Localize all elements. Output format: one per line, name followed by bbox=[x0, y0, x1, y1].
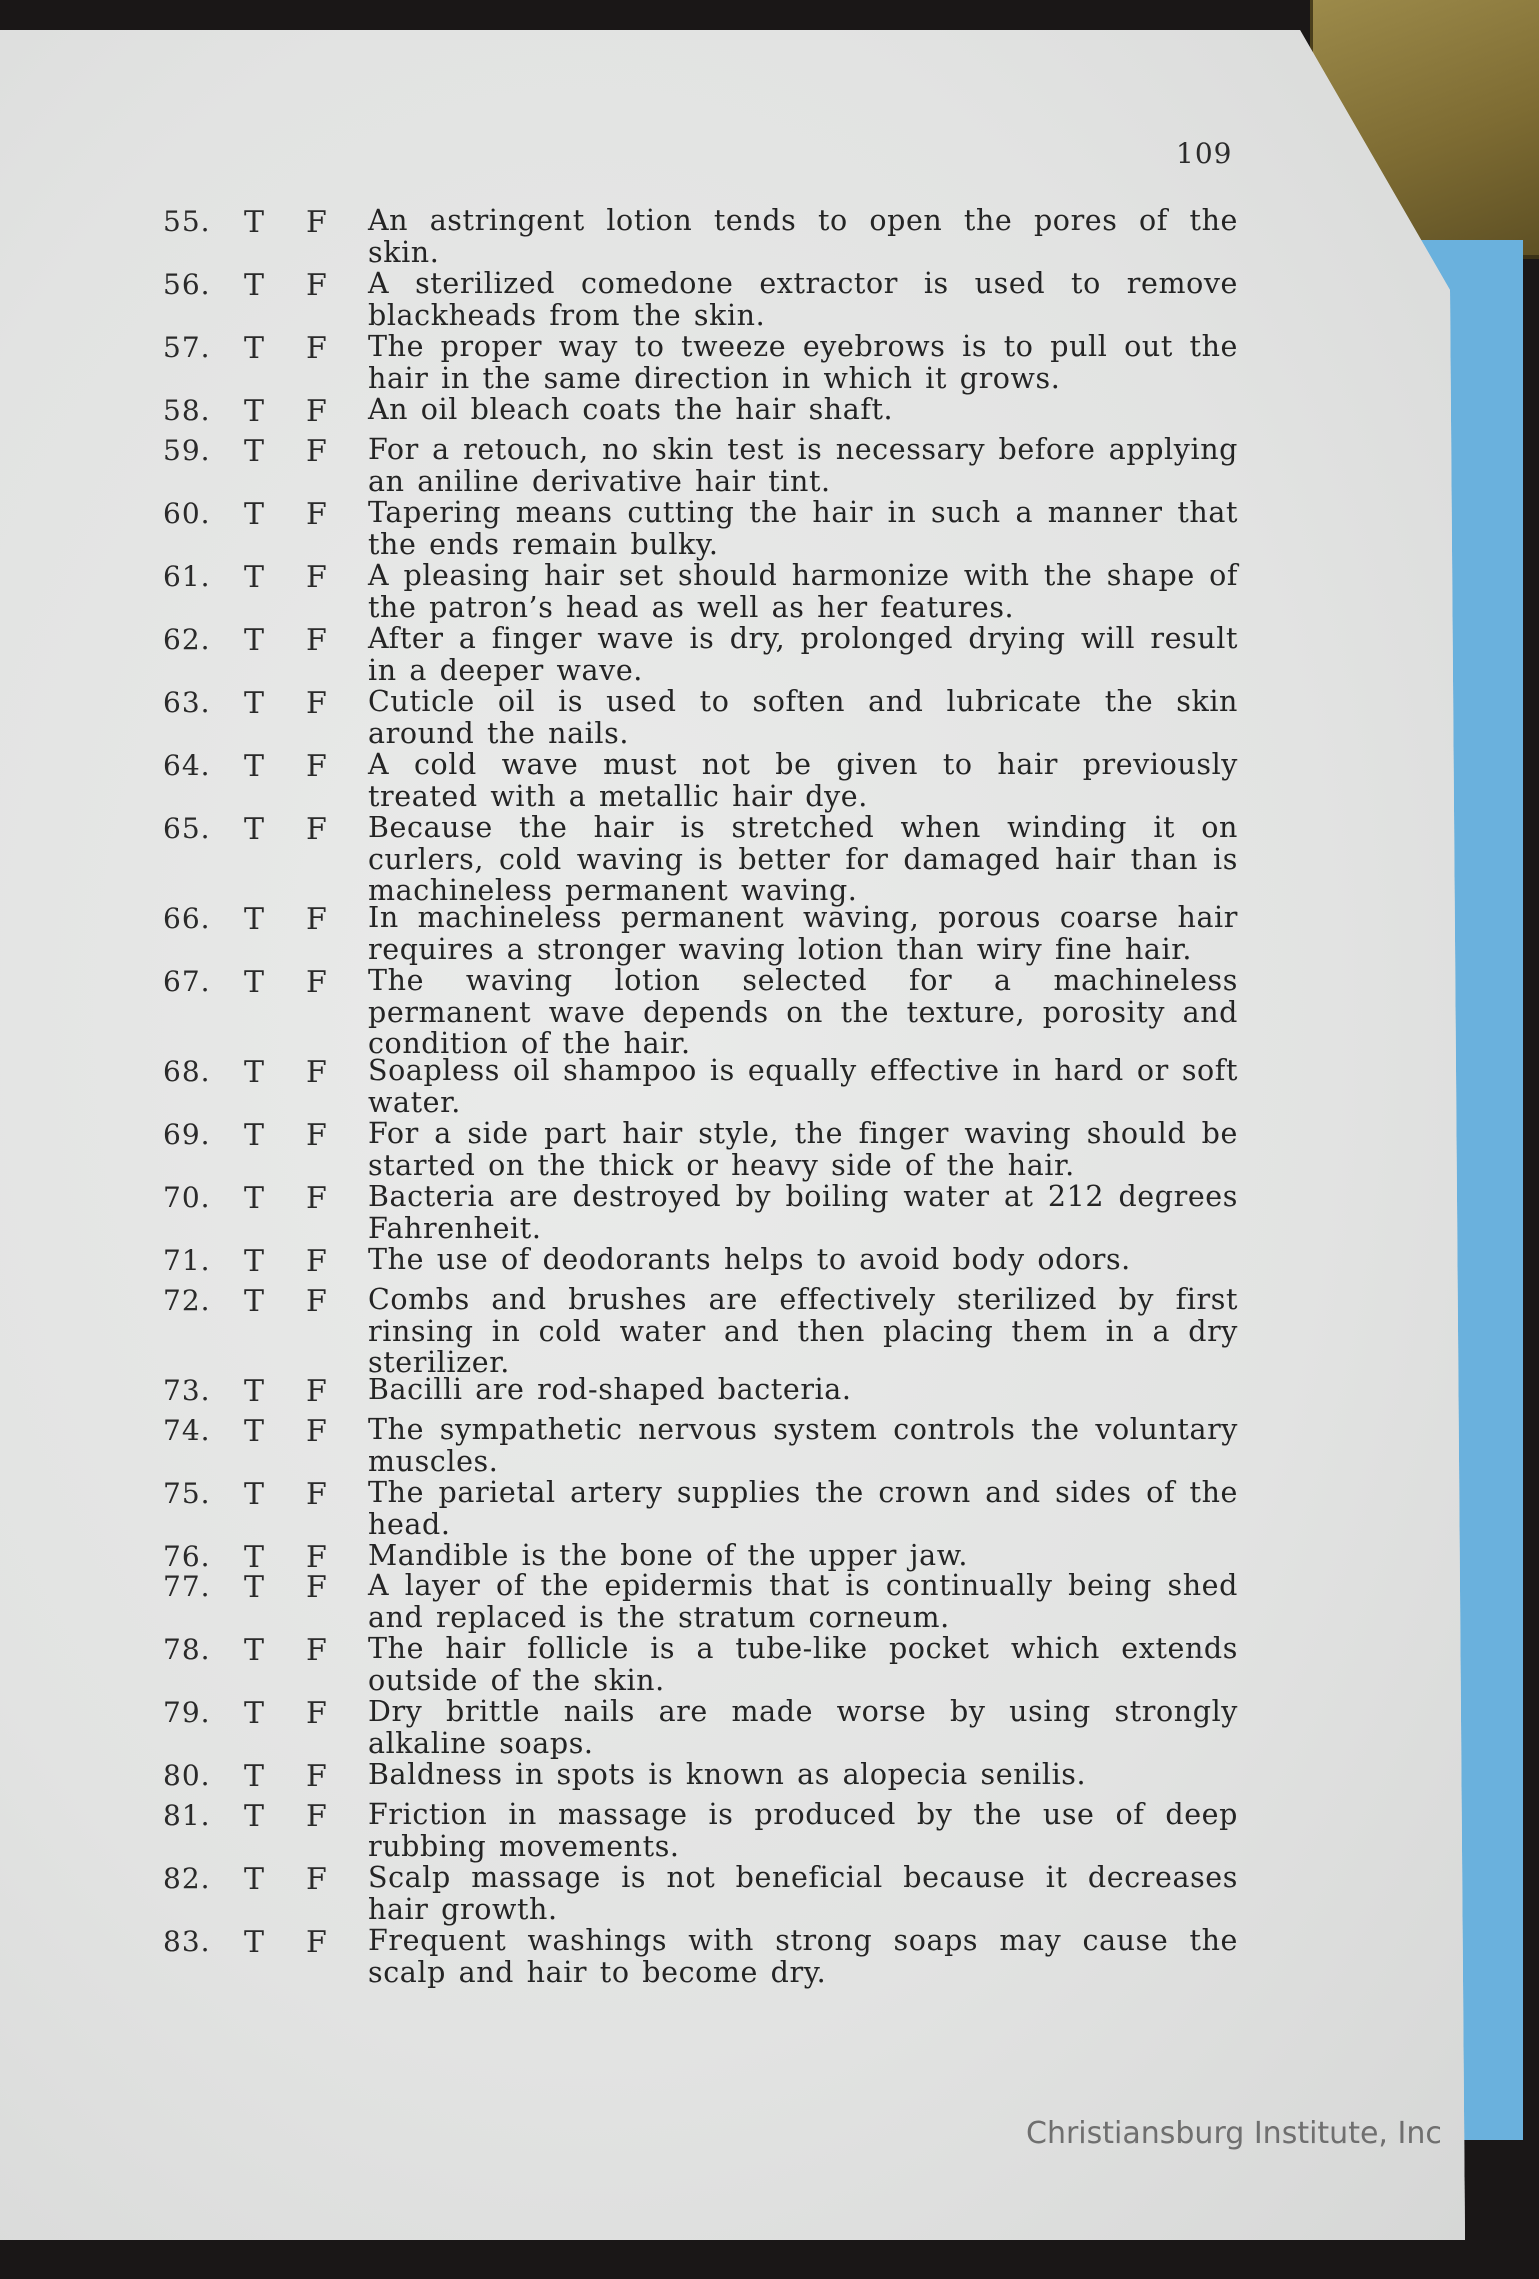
question-number: 61. bbox=[163, 560, 211, 593]
question-number: 70. bbox=[163, 1181, 211, 1214]
false-option: F bbox=[306, 1799, 327, 1834]
question-text: Scalp massage is not beneficial because it decreases hair growth. bbox=[368, 1861, 1238, 1926]
question-text: The use of deodorants helps to avoid body odors. bbox=[368, 1243, 1131, 1276]
question-text: The waving lotion selected for a machineless permanent wave depends on the texture, porosity and condition of the hair. bbox=[368, 964, 1238, 1060]
false-option: F bbox=[306, 205, 327, 240]
question-text: For a side part hair style, the finger waving should be started on the thick or heavy side of the hair. bbox=[368, 1117, 1238, 1182]
question-text: After a finger wave is dry, prolonged drying will result in a deeper wave. bbox=[368, 622, 1238, 687]
false-option: F bbox=[306, 686, 327, 721]
false-option: F bbox=[306, 965, 327, 1000]
question-text: Soapless oil shampoo is equally effective in hard or soft water. bbox=[368, 1054, 1238, 1119]
question-text: Mandible is the bone of the upper jaw. bbox=[368, 1539, 968, 1572]
question-text: Bacilli are rod-shaped bacteria. bbox=[368, 1373, 852, 1406]
false-option: F bbox=[306, 268, 327, 303]
false-option: F bbox=[306, 812, 327, 847]
true-option: T bbox=[244, 1696, 265, 1731]
question-text: An astringent lotion tends to open the pores of the skin. bbox=[368, 204, 1238, 269]
page-number: 109 bbox=[1176, 137, 1233, 170]
question-number: 68. bbox=[163, 1055, 211, 1088]
question-number: 59. bbox=[163, 434, 211, 467]
true-option: T bbox=[244, 1862, 265, 1897]
question-text: Frequent washings with strong soaps may cause the scalp and hair to become dry. bbox=[368, 1924, 1238, 1989]
false-option: F bbox=[306, 623, 327, 658]
question-number: 60. bbox=[163, 497, 211, 530]
question-text: Bacteria are destroyed by boiling water at 212 degrees Fahrenheit. bbox=[368, 1180, 1238, 1245]
false-option: F bbox=[306, 1244, 327, 1279]
true-option: T bbox=[244, 205, 265, 240]
true-option: T bbox=[244, 1570, 265, 1605]
question-number: 66. bbox=[163, 902, 211, 935]
question-number: 58. bbox=[163, 394, 211, 427]
question-text: A layer of the epidermis that is continually being shed and replaced is the stratum corneum. bbox=[368, 1569, 1238, 1634]
false-option: F bbox=[306, 497, 327, 532]
true-option: T bbox=[244, 1925, 265, 1960]
question-text: Cuticle oil is used to soften and lubricate the skin around the nails. bbox=[368, 685, 1238, 750]
question-number: 57. bbox=[163, 331, 211, 364]
true-option: T bbox=[244, 1374, 265, 1409]
question-text: A pleasing hair set should harmonize with the shape of the patron’s head as well as her features. bbox=[368, 559, 1238, 624]
true-option: T bbox=[244, 497, 265, 532]
question-number: 64. bbox=[163, 749, 211, 782]
true-option: T bbox=[244, 434, 265, 469]
false-option: F bbox=[306, 1414, 327, 1449]
question-text: The sympathetic nervous system controls the voluntary muscles. bbox=[368, 1413, 1238, 1478]
question-text: Because the hair is stretched when winding it on curlers, cold waving is better for damaged hair than is machineless permanent waving. bbox=[368, 811, 1238, 907]
false-option: F bbox=[306, 1925, 327, 1960]
true-option: T bbox=[244, 623, 265, 658]
question-number: 81. bbox=[163, 1799, 211, 1832]
question-number: 75. bbox=[163, 1477, 211, 1510]
question-text: An oil bleach coats the hair shaft. bbox=[368, 393, 894, 426]
false-option: F bbox=[306, 1181, 327, 1216]
false-option: F bbox=[306, 902, 327, 937]
true-option: T bbox=[244, 560, 265, 595]
true-option: T bbox=[244, 1759, 265, 1794]
false-option: F bbox=[306, 1284, 327, 1319]
question-number: 67. bbox=[163, 965, 211, 998]
false-option: F bbox=[306, 1570, 327, 1605]
question-number: 76. bbox=[163, 1540, 211, 1573]
false-option: F bbox=[306, 560, 327, 595]
question-number: 65. bbox=[163, 812, 211, 845]
question-number: 73. bbox=[163, 1374, 211, 1407]
question-text: Dry brittle nails are made worse by using strongly alkaline soaps. bbox=[368, 1695, 1238, 1760]
question-text: Baldness in spots is known as alopecia senilis. bbox=[368, 1758, 1087, 1791]
true-option: T bbox=[244, 1633, 265, 1668]
false-option: F bbox=[306, 1118, 327, 1153]
true-option: T bbox=[244, 749, 265, 784]
false-option: F bbox=[306, 1696, 327, 1731]
question-number: 82. bbox=[163, 1862, 211, 1895]
question-number: 83. bbox=[163, 1925, 211, 1958]
question-text: Combs and brushes are effectively sterilized by first rinsing in cold water and then placing them in a dry sterilizer. bbox=[368, 1283, 1238, 1379]
true-option: T bbox=[244, 1244, 265, 1279]
question-number: 69. bbox=[163, 1118, 211, 1151]
question-number: 55. bbox=[163, 205, 211, 238]
question-number: 72. bbox=[163, 1284, 211, 1317]
question-text: Tapering means cutting the hair in such a manner that the ends remain bulky. bbox=[368, 496, 1238, 561]
true-option: T bbox=[244, 1284, 265, 1319]
question-text: The parietal artery supplies the crown and sides of the head. bbox=[368, 1476, 1238, 1541]
false-option: F bbox=[306, 1540, 327, 1575]
true-option: T bbox=[244, 1181, 265, 1216]
false-option: F bbox=[306, 1759, 327, 1794]
question-text: Friction in massage is produced by the use of deep rubbing movements. bbox=[368, 1798, 1238, 1863]
true-option: T bbox=[244, 965, 265, 1000]
true-option: T bbox=[244, 1055, 265, 1090]
true-option: T bbox=[244, 268, 265, 303]
question-number: 79. bbox=[163, 1696, 211, 1729]
false-option: F bbox=[306, 1055, 327, 1090]
true-option: T bbox=[244, 902, 265, 937]
question-text: In machineless permanent waving, porous coarse hair requires a stronger waving lotion than wiry fine hair. bbox=[368, 901, 1238, 966]
question-text: A sterilized comedone extractor is used to remove blackheads from the skin. bbox=[368, 267, 1238, 332]
question-number: 77. bbox=[163, 1570, 211, 1603]
question-number: 71. bbox=[163, 1244, 211, 1277]
question-text: The hair follicle is a tube-like pocket which extends outside of the skin. bbox=[368, 1632, 1238, 1697]
true-option: T bbox=[244, 812, 265, 847]
question-number: 78. bbox=[163, 1633, 211, 1666]
true-option: T bbox=[244, 1540, 265, 1575]
true-option: T bbox=[244, 1799, 265, 1834]
true-option: T bbox=[244, 1414, 265, 1449]
false-option: F bbox=[306, 394, 327, 429]
true-option: T bbox=[244, 394, 265, 429]
false-option: F bbox=[306, 1862, 327, 1897]
question-number: 80. bbox=[163, 1759, 211, 1792]
true-option: T bbox=[244, 1118, 265, 1153]
false-option: F bbox=[306, 434, 327, 469]
false-option: F bbox=[306, 331, 327, 366]
true-option: T bbox=[244, 331, 265, 366]
true-option: T bbox=[244, 1477, 265, 1512]
question-number: 56. bbox=[163, 268, 211, 301]
question-number: 74. bbox=[163, 1414, 211, 1447]
watermark: Christiansburg Institute, Inc bbox=[1026, 2116, 1442, 2151]
false-option: F bbox=[306, 1374, 327, 1409]
true-option: T bbox=[244, 686, 265, 721]
false-option: F bbox=[306, 1633, 327, 1668]
question-number: 62. bbox=[163, 623, 211, 656]
false-option: F bbox=[306, 749, 327, 784]
question-number: 63. bbox=[163, 686, 211, 719]
false-option: F bbox=[306, 1477, 327, 1512]
question-text: For a retouch, no skin test is necessary before applying an aniline derivative hair tint. bbox=[368, 433, 1238, 498]
question-text: The proper way to tweeze eyebrows is to pull out the hair in the same direction in which it grows. bbox=[368, 330, 1238, 395]
question-text: A cold wave must not be given to hair previously treated with a metallic hair dye. bbox=[368, 748, 1238, 813]
